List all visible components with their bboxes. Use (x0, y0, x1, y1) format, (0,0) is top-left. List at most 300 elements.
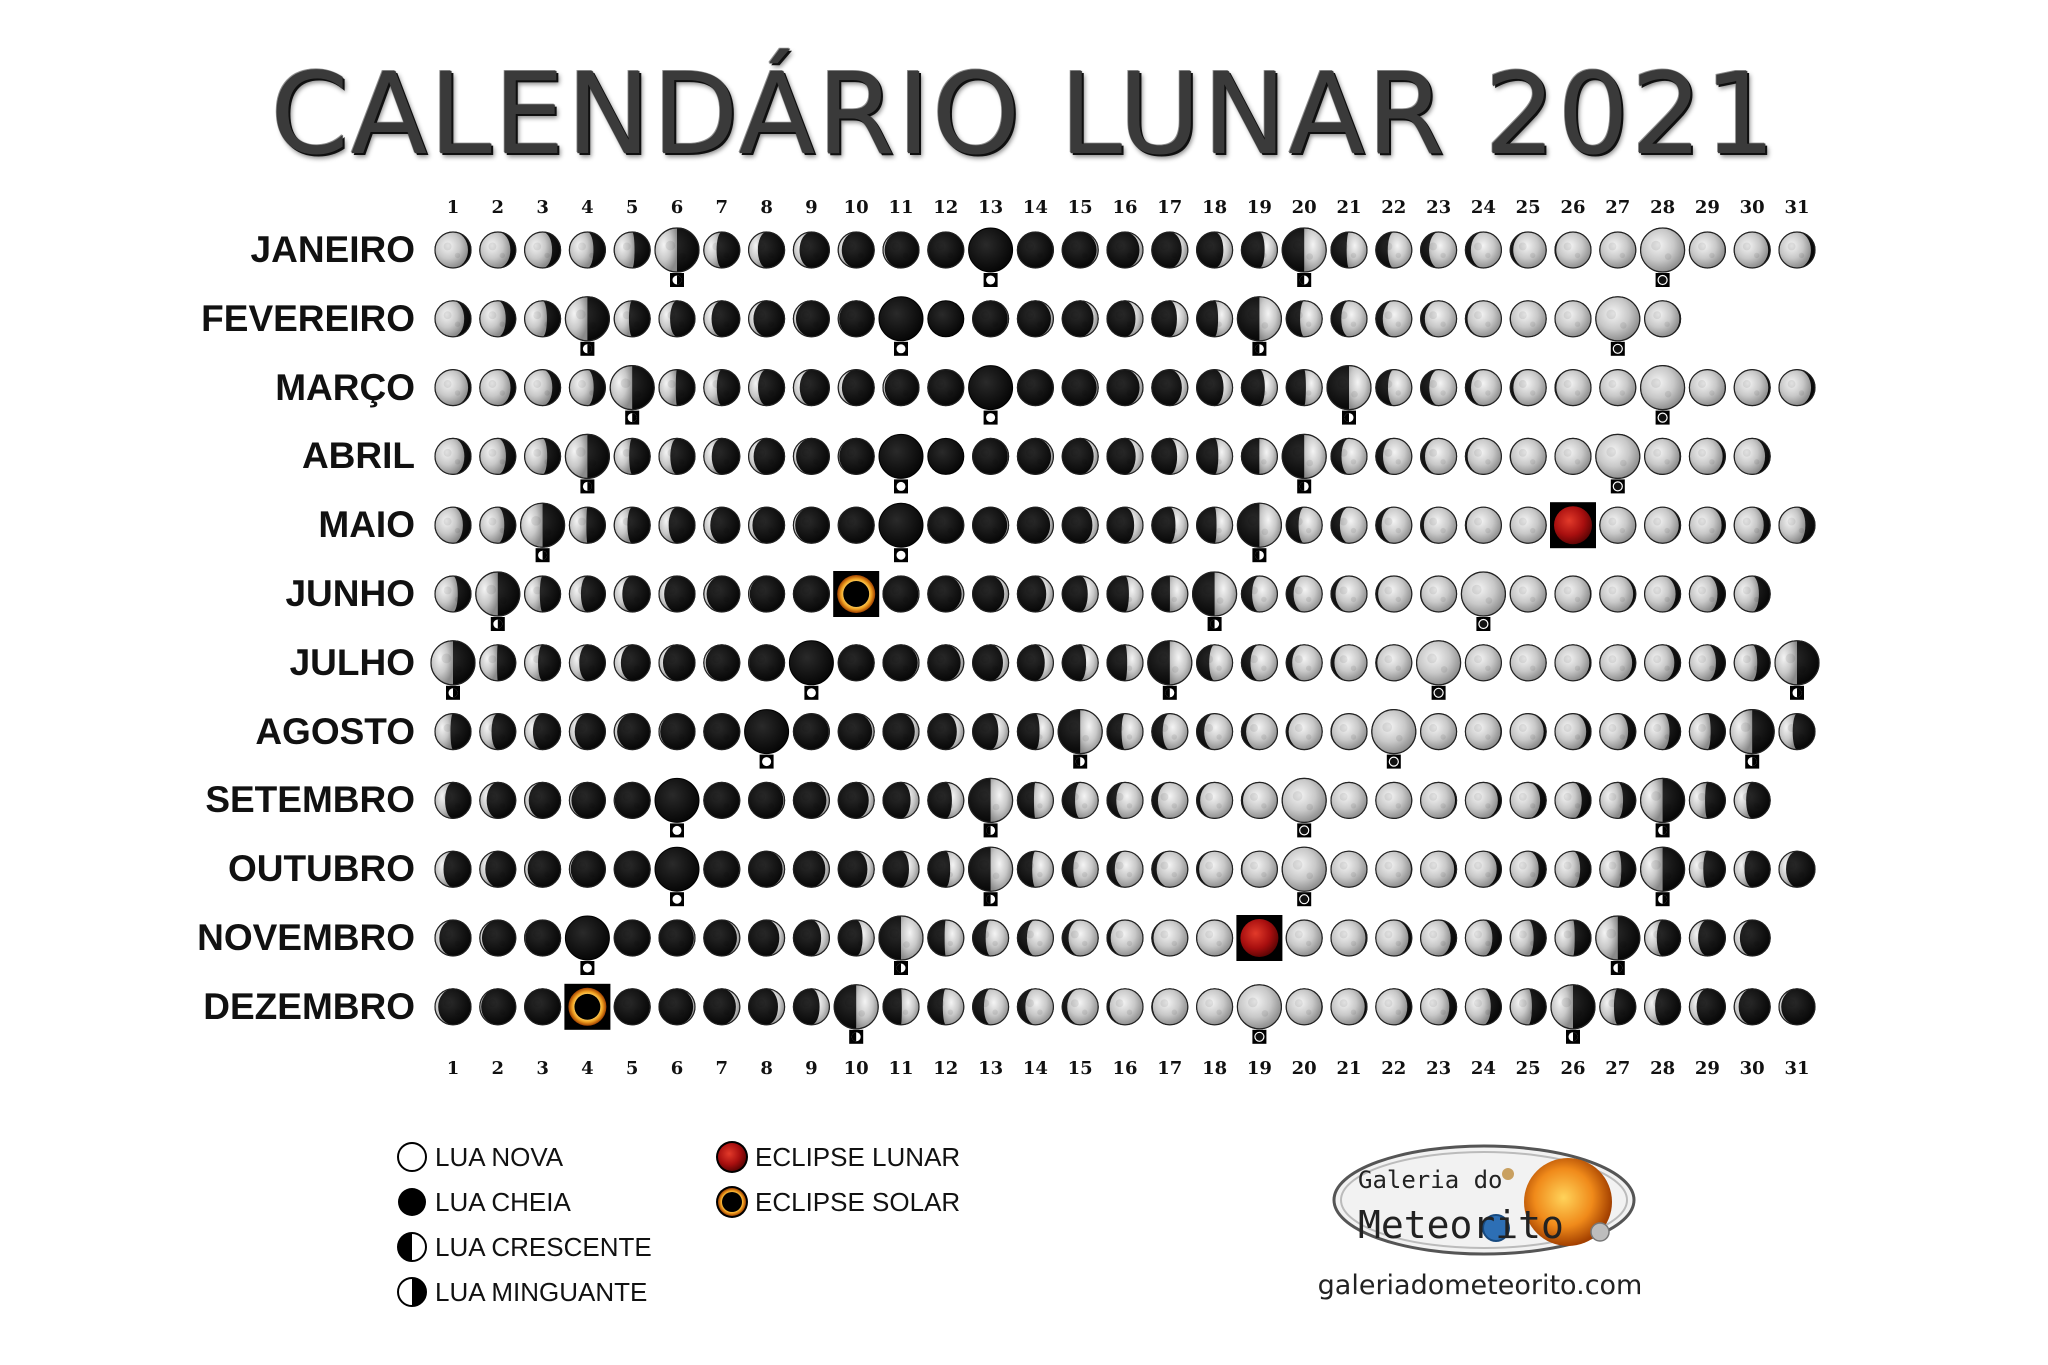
moon-icon (1376, 851, 1412, 887)
moon-icon (525, 576, 561, 612)
phase-marker-icon (1297, 892, 1311, 906)
moon-icon (1689, 438, 1725, 474)
moon-icon (789, 641, 833, 685)
day-number: 13 (978, 1058, 1004, 1079)
day-number: 2 (491, 1058, 505, 1079)
phase-marker-icon (670, 273, 684, 287)
moon-icon (1645, 989, 1681, 1025)
moon-icon (1017, 714, 1053, 750)
moon-icon (435, 782, 471, 818)
moon-icon (704, 714, 740, 750)
moon-icon (1510, 851, 1546, 887)
phase-marker-icon (1297, 479, 1311, 493)
moon-icon (1376, 232, 1412, 268)
phase-marker-icon (1611, 961, 1625, 975)
moon-icon (1197, 507, 1233, 543)
moon-icon (1689, 576, 1725, 612)
moon-icon (1152, 370, 1188, 406)
moon-icon (1286, 714, 1322, 750)
moon-icon (1376, 782, 1412, 818)
day-number: 15 (1067, 1058, 1093, 1079)
eclipse-lunar-icon (1236, 915, 1282, 961)
moon-icon (1282, 434, 1326, 478)
moon-icon (1645, 507, 1681, 543)
moon-icon (1555, 782, 1591, 818)
moon-icon (1510, 714, 1546, 750)
moon-icon (480, 438, 516, 474)
phase-marker-icon (491, 617, 505, 631)
moon-icon (476, 572, 520, 616)
lua-cheia-icon (395, 1185, 429, 1219)
day-number: 14 (1022, 197, 1048, 218)
moon-icon (1376, 645, 1412, 681)
moon-icon (1641, 778, 1685, 822)
moon-icon (793, 714, 829, 750)
moon-icon (1331, 714, 1367, 750)
moon-icon (1510, 920, 1546, 956)
month-label: FEVEREIRO (201, 297, 415, 339)
legend-label: LUA MINGUANTE (435, 1276, 648, 1307)
moon-icon (1555, 232, 1591, 268)
moon-icon (879, 916, 923, 960)
legend-label: ECLIPSE LUNAR (755, 1141, 961, 1172)
moon-icon (1465, 301, 1501, 337)
moon-icon (1600, 576, 1636, 612)
day-number: 10 (843, 1058, 869, 1079)
moon-icon (659, 301, 695, 337)
moon-icon (659, 989, 695, 1025)
moon-icon (1689, 851, 1725, 887)
moon-icon (928, 370, 964, 406)
moon-icon (569, 370, 605, 406)
legend-label: ECLIPSE SOLAR (755, 1186, 961, 1217)
moon-icon (525, 989, 561, 1025)
moon-icon (1062, 851, 1098, 887)
phase-marker-icon (849, 1030, 863, 1044)
moon-icon (1555, 301, 1591, 337)
day-number: 12 (933, 1058, 959, 1079)
moon-icon (1331, 851, 1367, 887)
moon-icon (525, 645, 561, 681)
day-number: 2 (491, 197, 505, 218)
moon-icon (1645, 920, 1681, 956)
moon-icon (1062, 370, 1098, 406)
moon-icon (614, 301, 650, 337)
moon-icon (1779, 507, 1815, 543)
moon-icon (1555, 920, 1591, 956)
moon-icon (525, 232, 561, 268)
moon-icon (1017, 645, 1053, 681)
moon-icon (704, 782, 740, 818)
moon-icon (1062, 301, 1098, 337)
phase-marker-icon (1252, 1030, 1266, 1044)
moon-icon (1331, 782, 1367, 818)
moon-icon (480, 782, 516, 818)
phase-marker-icon (1073, 755, 1087, 769)
moon-icon (704, 438, 740, 474)
moon-icon (1107, 920, 1143, 956)
moon-icon (1197, 645, 1233, 681)
moon-icon (655, 847, 699, 891)
moon-icon (1241, 714, 1277, 750)
moon-icon (1062, 438, 1098, 474)
moon-icon (1600, 714, 1636, 750)
day-number: 25 (1515, 1058, 1541, 1079)
moon-icon (614, 714, 650, 750)
day-number: 7 (715, 197, 729, 218)
moon-icon (1510, 438, 1546, 474)
moon-icon (614, 851, 650, 887)
legend-item (715, 1140, 960, 1174)
moon-icon (1107, 370, 1143, 406)
moon-icon (435, 507, 471, 543)
day-number: 31 (1784, 197, 1810, 218)
day-number: 20 (1291, 1058, 1317, 1079)
moon-icon (969, 847, 1013, 891)
moon-icon (1465, 714, 1501, 750)
day-number: 3 (536, 1058, 549, 1079)
moon-icon (1152, 851, 1188, 887)
moon-icon (1645, 438, 1681, 474)
moon-icon (1286, 507, 1322, 543)
phase-marker-icon (1252, 548, 1266, 562)
moon-icon (973, 576, 1009, 612)
moon-icon (1017, 576, 1053, 612)
day-number: 8 (760, 197, 773, 218)
moon-icon (565, 916, 609, 960)
moon-icon (973, 645, 1009, 681)
moon-icon (1241, 782, 1277, 818)
moon-icon (1058, 710, 1102, 754)
moon-icon (1237, 503, 1281, 547)
phase-marker-icon (1656, 411, 1670, 425)
moon-icon (1596, 434, 1640, 478)
moon-icon (928, 438, 964, 474)
logo-planet-icon (1502, 1168, 1514, 1180)
moon-icon (838, 438, 874, 474)
moon-icon (525, 301, 561, 337)
logo (1328, 1140, 1640, 1260)
moon-icon (659, 438, 695, 474)
moon-icon (928, 920, 964, 956)
legend-item (715, 1185, 960, 1219)
phase-marker-icon (1297, 273, 1311, 287)
moon-icon (1282, 847, 1326, 891)
moon-icon (1376, 920, 1412, 956)
moon-icon (1555, 645, 1591, 681)
phase-marker-icon (1297, 823, 1311, 837)
moon-icon (749, 782, 785, 818)
moon-icon (1152, 714, 1188, 750)
phase-marker-icon (1208, 617, 1222, 631)
moon-icon (1376, 370, 1412, 406)
moon-icon (1510, 301, 1546, 337)
moon-icon (704, 301, 740, 337)
moon-icon (614, 782, 650, 818)
moon-icon (659, 576, 695, 612)
moon-icon (1017, 507, 1053, 543)
moon-icon (1689, 507, 1725, 543)
moon-icon (838, 507, 874, 543)
moon-icon (1510, 576, 1546, 612)
moon-icon (1152, 989, 1188, 1025)
day-number: 24 (1470, 1058, 1496, 1079)
moon-icon (659, 714, 695, 750)
day-number: 18 (1202, 1058, 1228, 1079)
moon-icon (1282, 228, 1326, 272)
moon-icon (1465, 438, 1501, 474)
moon-icon (838, 301, 874, 337)
moon-icon (1017, 851, 1053, 887)
moon-icon (1286, 370, 1322, 406)
day-number: 23 (1426, 197, 1452, 218)
moon-icon (704, 232, 740, 268)
moon-icon (1197, 301, 1233, 337)
moon-icon (480, 370, 516, 406)
day-number: 16 (1112, 197, 1138, 218)
moon-icon (1237, 985, 1281, 1029)
moon-icon (1237, 297, 1281, 341)
moon-icon (1062, 782, 1098, 818)
phase-marker-icon (1566, 1030, 1580, 1044)
moon-icon (1421, 576, 1457, 612)
moon-icon (749, 232, 785, 268)
moon-icon (569, 645, 605, 681)
moon-icon (1331, 507, 1367, 543)
moon-icon (793, 370, 829, 406)
moon-icon (793, 576, 829, 612)
day-number: 20 (1291, 197, 1317, 218)
moon-icon (1596, 297, 1640, 341)
moon-icon (480, 920, 516, 956)
moon-icon (1734, 576, 1770, 612)
moon-icon (838, 714, 874, 750)
moon-icon (614, 507, 650, 543)
moon-icon (610, 366, 654, 410)
moon-icon (435, 370, 471, 406)
day-number: 21 (1336, 1058, 1362, 1079)
moon-icon (1286, 645, 1322, 681)
moon-icon (1734, 989, 1770, 1025)
moon-icon (1645, 301, 1681, 337)
moon-icon (1734, 782, 1770, 818)
moon-icon (1600, 507, 1636, 543)
moon-icon (1017, 920, 1053, 956)
phase-marker-icon (760, 755, 774, 769)
moon-icon (838, 645, 874, 681)
moon-icon (1730, 710, 1774, 754)
phase-marker-icon (1432, 686, 1446, 700)
day-number: 13 (978, 197, 1004, 218)
moon-icon (1641, 366, 1685, 410)
moon-icon (838, 782, 874, 818)
day-number: 28 (1650, 197, 1676, 218)
moon-icon (1376, 576, 1412, 612)
moon-icon (928, 232, 964, 268)
moon-icon (928, 507, 964, 543)
moon-icon (793, 920, 829, 956)
moon-icon (1062, 232, 1098, 268)
phase-marker-icon (984, 273, 998, 287)
moon-icon (435, 851, 471, 887)
phase-marker-icon (984, 892, 998, 906)
day-number: 9 (805, 1058, 818, 1079)
moon-icon (928, 782, 964, 818)
phase-marker-icon (1476, 617, 1490, 631)
moon-icon (1197, 989, 1233, 1025)
moon-icon (614, 232, 650, 268)
phase-marker-icon (580, 961, 594, 975)
moon-icon (480, 989, 516, 1025)
moon-icon (1510, 645, 1546, 681)
moon-icon (435, 232, 471, 268)
day-number: 6 (670, 1058, 684, 1079)
month-label: JULHO (289, 641, 415, 683)
moon-icon (969, 778, 1013, 822)
moon-icon (1555, 438, 1591, 474)
month-label: JUNHO (285, 573, 415, 614)
moon-icon (1331, 232, 1367, 268)
moon-icon (1779, 714, 1815, 750)
day-number: 31 (1784, 1058, 1810, 1079)
moon-icon (1421, 782, 1457, 818)
moon-icon (1421, 301, 1457, 337)
moon-icon (1600, 782, 1636, 818)
moon-icon (749, 576, 785, 612)
moon-icon (1465, 507, 1501, 543)
day-number: 9 (805, 197, 818, 218)
moon-icon (1107, 576, 1143, 612)
lua-minguante-icon (395, 1275, 429, 1309)
day-number: 22 (1381, 197, 1407, 218)
moon-icon (1107, 438, 1143, 474)
moon-icon (1510, 507, 1546, 543)
moon-icon (480, 301, 516, 337)
moon-icon (1197, 438, 1233, 474)
moon-icon (1555, 714, 1591, 750)
lua-crescente-icon (395, 1230, 429, 1264)
moon-icon (973, 301, 1009, 337)
legend-item (395, 1275, 647, 1309)
moon-icon (1510, 232, 1546, 268)
moon-icon (1645, 576, 1681, 612)
moon-icon (1510, 782, 1546, 818)
day-number: 11 (888, 1058, 914, 1079)
moon-icon (973, 989, 1009, 1025)
phase-marker-icon (670, 892, 684, 906)
moon-icon (704, 576, 740, 612)
day-number: 28 (1650, 1058, 1676, 1079)
moon-icon (1421, 920, 1457, 956)
moon-icon (1689, 989, 1725, 1025)
moon-icon (659, 370, 695, 406)
moon-icon (1372, 710, 1416, 754)
moon-icon (1107, 782, 1143, 818)
day-number: 14 (1022, 1058, 1048, 1079)
moon-icon (749, 645, 785, 681)
moon-icon (749, 920, 785, 956)
moon-icon (973, 920, 1009, 956)
moon-icon (1197, 782, 1233, 818)
moon-icon (928, 989, 964, 1025)
moon-icon (1331, 438, 1367, 474)
phase-marker-icon (1745, 755, 1759, 769)
moon-icon (655, 778, 699, 822)
moon-icon (1331, 989, 1367, 1025)
moon-icon (1421, 989, 1457, 1025)
phase-marker-icon (1656, 273, 1670, 287)
moon-icon (1465, 989, 1501, 1025)
moon-icon (1600, 989, 1636, 1025)
day-number: 21 (1336, 197, 1362, 218)
moon-icon (569, 507, 605, 543)
moon-icon (480, 714, 516, 750)
moon-icon (1062, 576, 1098, 612)
moon-icon (1241, 576, 1277, 612)
moon-icon (435, 714, 471, 750)
moon-icon (1779, 232, 1815, 268)
moon-icon (1017, 232, 1053, 268)
moon-icon (1241, 438, 1277, 474)
day-number: 25 (1515, 197, 1541, 218)
moon-icon (1465, 370, 1501, 406)
moon-icon (1734, 370, 1770, 406)
moon-icon (1017, 301, 1053, 337)
eclipse-solar-icon (564, 984, 610, 1030)
moon-icon (1596, 916, 1640, 960)
moon-icon (525, 920, 561, 956)
moon-icon (883, 370, 919, 406)
moon-icon (655, 228, 699, 272)
moon-icon (928, 301, 964, 337)
moon-icon (659, 920, 695, 956)
day-number: 27 (1605, 1058, 1631, 1079)
site-url: galeriadometeorito.com (1317, 1270, 1643, 1301)
eclipse-solar-icon (833, 571, 879, 617)
moon-icon (704, 645, 740, 681)
month-label: ABRIL (301, 435, 415, 477)
moon-icon (1689, 920, 1725, 956)
moon-icon (838, 232, 874, 268)
moon-icon (1421, 370, 1457, 406)
day-number: 5 (625, 1058, 639, 1079)
day-number: 3 (536, 197, 549, 218)
moon-icon (565, 297, 609, 341)
moon-icon (1734, 232, 1770, 268)
moon-icon (435, 920, 471, 956)
moon-icon (1107, 645, 1143, 681)
moon-icon (749, 507, 785, 543)
moon-icon (435, 576, 471, 612)
moon-icon (1331, 576, 1367, 612)
month-label: AGOSTO (255, 710, 415, 752)
moon-icon (1689, 714, 1725, 750)
moon-icon (1241, 851, 1277, 887)
moon-icon (1600, 851, 1636, 887)
phase-marker-icon (580, 342, 594, 356)
moon-icon (838, 920, 874, 956)
moon-icon (928, 645, 964, 681)
day-number: 22 (1381, 1058, 1407, 1079)
moon-icon (793, 782, 829, 818)
moon-icon (793, 989, 829, 1025)
moon-icon (928, 576, 964, 612)
moon-icon (480, 232, 516, 268)
moon-icon (525, 782, 561, 818)
legend-label: LUA CHEIA (435, 1186, 571, 1217)
moon-icon (1241, 232, 1277, 268)
month-label: OUTUBRO (227, 848, 415, 890)
